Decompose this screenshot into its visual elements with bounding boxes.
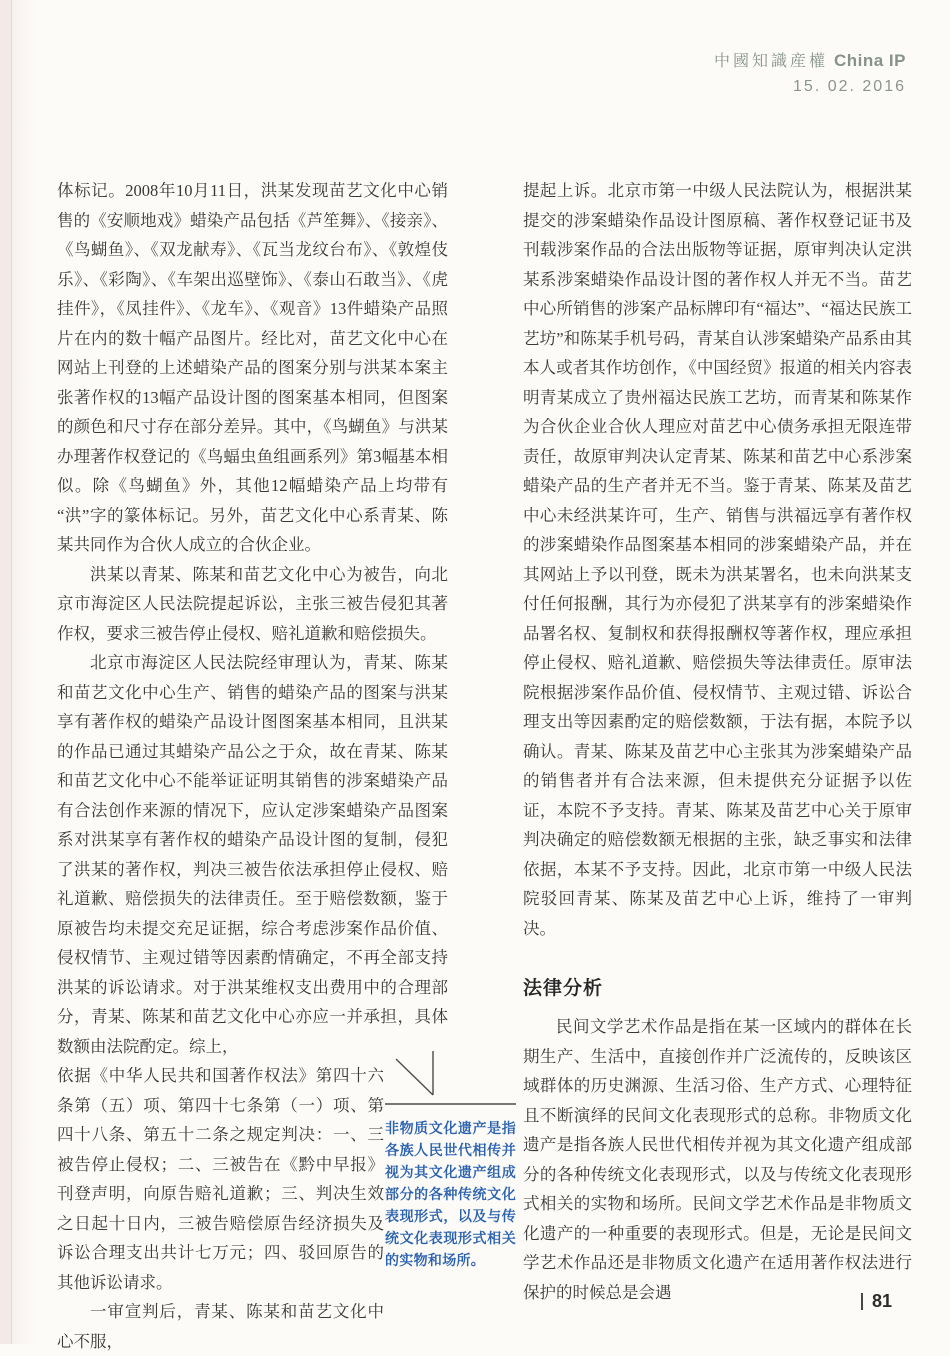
paragraph: 提起上诉。北京市第一中级人民法院认为，根据洪某提交的涉案蜡染作品设计图原稿、著作权登记证书及刊载涉案作品的合法出版物等证据，原审判决认定洪某系涉案蜡染作品设计图的著作权人并无不当。苗艺中心所销售的涉案产品标牌印有“福达”、“福达民族工艺坊”和陈某手机号码，青某自认涉案蜡染产品系由其本人或者其作坊创作，《中国经贸》报道的相关内容表明青某成立了贵州福达民族工艺坊，而青某和陈某作为合伙企业合伙人理应对苗艺中心债务承担无限连带责任，故原审判决认定青某、陈某和苗艺中心系涉案蜡染产品的生产者并无不当。鉴于青某、陈某及苗艺中心未经洪某许可，生产、销售与洪福远享有著作权的涉案蜡染作品图案基本相同的涉案蜡染产品，并在其网站上予以刊登，既未为洪某署名，也未向洪某支付任何报酬，其行为亦侵犯了洪某享有的涉案蜡染作品署名权、复制权和获得报酬权等著作权，理应承担停止侵权、赔礼道歉、赔偿损失等法律责任。原审法院根据涉案作品价值、侵权情节、主观过错、诉讼合理支出等因素酌定的赔偿数额，于法有据，本院予以确认。青某、陈某及苗艺中心主张其为涉案蜡染产品的销售者并有合法来源，但未提供充分证据予以佐证，本院不予支持。青某、陈某及苗艺中心关于原审判决确定的赔偿数额无根据的主张，缺乏事实和法律依据，本某不予支持。因此，北京市第一中级人民法院驳回青某、陈某及苗艺中心上诉，维持了一审判决。 [523,181,912,938]
paragraph: 体标记。2008年10月11日，洪某发现苗艺文化中心销售的《安顺地戏》蜡染产品包括《芦笙舞》、《接亲》、《鸟蝴鱼》、《双龙献寿》、《瓦当龙纹台布》、《敦煌伎乐》、《彩陶》、《车架出巡壁饰》、《泰山石敢当》、《虎挂件》，《凤挂件》、《龙车》、《观音》13件蜡染产品照片在内的数十幅产品图片。经比对，苗艺文化中心在网站上刊登的上述蜡染产品的图案分别与洪某本案主张著作权的13幅产品设计图的图案基本相同，但图案的颜色和尺寸存在部分差异。其中，《鸟蝴鱼》与洪某办理著作权登记的《鸟蝠虫鱼组画系列》第3幅基本相似。除《鸟蝴鱼》外，其他12幅蜡染产品上均带有“洪”字的篆体标记。另外，苗艺文化中心系青某、陈某共同作为合伙人成立的合伙企业。 [57,181,448,554]
issue-date: 15. 02. 2016 [793,78,906,95]
page-header [714,50,906,99]
page-left-edge [0,0,12,1344]
magazine-title-zh: 中國知識産權 [713,53,828,70]
paragraph: 洪某以青某、陈某和苗艺文化中心为被告，向北京市海淀区人民法院提起诉讼，主张三被告侵犯其著作权，要求三被告停止侵权、赔礼道歉和赔偿损失。 [57,564,448,643]
page-number-divider [861,1293,863,1310]
pull-quote-text: 非物质文化遗产是指各族人民世代相传并视为其文化遗产组成部分的各种传统文化表现形式，以及与传统文化表现形式相关的实物和场所。 [385,1120,516,1268]
magazine-title [714,50,906,73]
page-number-value: 81 [871,1291,892,1311]
callout-arrow-icon [385,1046,516,1108]
paragraph: 北京市海淀区人民法院经审理认为，青某、陈某和苗艺文化中心生产、销售的蜡染产品的图案与洪某享有著作权的蜡染产品设计图图案基本相同，且洪某的作品已通过其蜡染产品公之于众，故在青某、陈某和苗艺文化中心不能举证证明其销售的涉案蜡染产品有合法创作来源的情况下，应认定涉案蜡染产品图案系对洪某享有著作权的蜡染产品设计图的复制，侵犯了洪某的著作权，判决三被告依法承担停止侵权、赔礼道歉、赔偿损失的法律责任。至于赔偿数额，鉴于原被告均未提交充足证据，综合考虑涉案作品价值、侵权情节、主观过错等因素酌情确定，不再全部支持洪某的诉讼请求。对于洪某维权支出费用中的合理部分，青某、陈某和苗艺文化中心亦应一并承担，具体数额由法院酌定。综上， [57,653,448,1056]
page-left-edge-fade [12,0,38,1344]
magazine-title-en: China IP [833,51,906,70]
section-title-legal-analysis: 法律分析 [523,978,604,999]
left-column-narrow-section [57,1061,384,1356]
paragraph: 依据《中华人民共和国著作权法》第四十六条第（五）项、第四十七条第（一）项、第四十八条、第五十二条之规定判决：一、三被告停止侵权；二、三被告在《黔中早报》刊登声明，向原告赔礼道歉；三、判决生效之日起十日内，三被告赔偿原告经济损失及诉讼合理支出共计七万元；四、驳回原告的其他诉讼请求。 [57,1066,384,1292]
page-number [861,1291,892,1312]
right-column [523,176,912,1307]
pull-quote-callout [385,1046,516,1271]
paragraph: 民间文学艺术作品是指在某一区域内的群体在长期生产、生活中，直接创作并广泛流传的，反映该区域群体的历史渊源、生活习俗、生产方式、心理特征且不断演绎的民间文化表现形式的总称。非物质文化遗产是指各族人民世代相传并视为其文化遗产组成部分的各种传统文化表现形式，以及与传统文化表现形式相关的实物和场所。民间文学艺术作品是非物质文化遗产的一种重要的表现形式。但是，无论是民间文学艺术作品还是非物质文化遗产在适用著作权法进行保护的时候总是会遇 [523,1017,912,1302]
paragraph: 一审宣判后，青某、陈某和苗艺文化中心不服， [57,1302,384,1351]
